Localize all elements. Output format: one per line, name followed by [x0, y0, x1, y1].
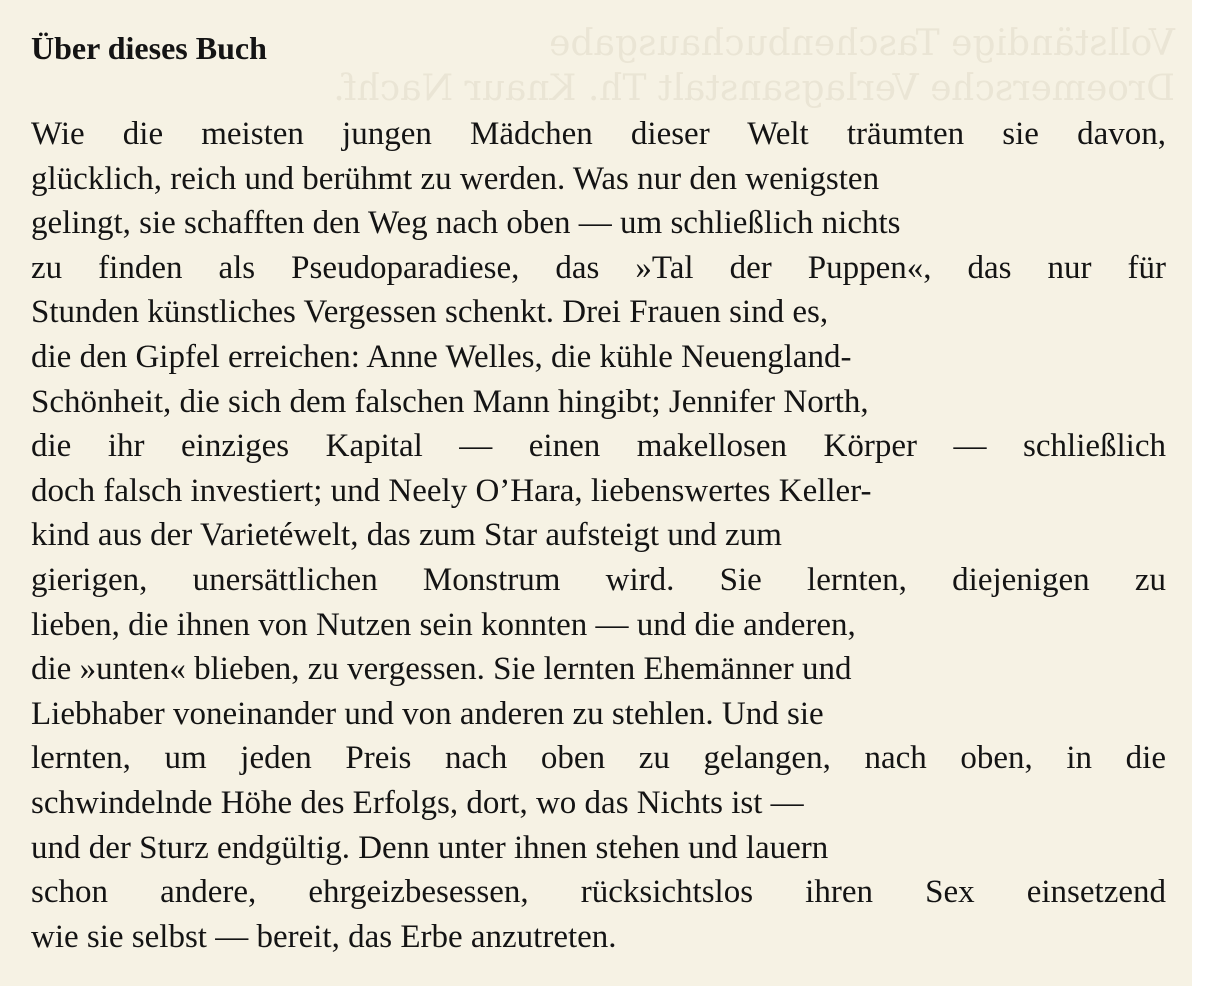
text-line: wie sie selbst — bereit, das Erbe anzutreten. [31, 918, 617, 955]
text-line: glücklich, reich und berühmt zu werden. Was nur den wenigsten [31, 160, 880, 197]
text-line: gelingt, sie schafften den Weg nach oben — um schließlich nichts [31, 205, 901, 242]
text-line: gierigen, unersättlichen Monstrum wird. Sie lernten, diejenigen zu [31, 561, 1166, 598]
text-line: doch falsch investiert; und Neely O’Hara, liebenswertes Keller- [31, 472, 872, 509]
text-line: Wie die meisten jungen Mädchen dieser Welt träumten sie davon, [31, 116, 1166, 152]
text-line: kind aus der Varietéwelt, das zum Star aufsteigt und zum [31, 517, 782, 554]
text-line: Stunden künstliches Vergessen schenkt. Drei Frauen sind es, [31, 294, 829, 331]
text-line: die ihr einziges Kapital — einen makellosen Körper — schließlich [31, 428, 1166, 465]
text-line: schwindelnde Höhe des Erfolgs, dort, wo das Nichts ist — [31, 784, 804, 821]
body-paragraph [31, 112, 1166, 959]
page-heading: Über dieses Buch [31, 30, 267, 66]
scan-margin-right [1192, 0, 1206, 1000]
bleedthrough-line: Vollständige Taschenbuchausgabe [549, 23, 1175, 64]
text-line: lieben, die ihnen von Nutzen sein konnten — und die anderen, [31, 606, 856, 643]
text-line: die den Gipfel erreichen: Anne Welles, die kühle Neuengland- [31, 338, 852, 375]
text-line: schon andere, ehrgeizbesessen, rücksichtslos ihren Sex einsetzend [31, 874, 1166, 911]
bleedthrough-line: Droemersche Verlagsanstalt Th. Knaur Nachf. [333, 67, 1175, 109]
text-line: zu finden als Pseudoparadiese, das »Tal der Puppen«, das nur für [31, 249, 1166, 286]
text-line: Schönheit, die sich dem falschen Mann hingibt; Jennifer North, [31, 383, 869, 420]
text-line: Liebhaber voneinander und von anderen zu stehlen. Und sie [31, 695, 824, 732]
scan-margin-bottom [0, 986, 1206, 1000]
text-line: die »unten« blieben, zu vergessen. Sie lernten Ehemänner und [31, 651, 852, 688]
text-line: lernten, um jeden Preis nach oben zu gelangen, nach oben, in die [31, 740, 1166, 777]
text-line: und der Sturz endgültig. Denn unter ihnen stehen und lauern [31, 829, 829, 866]
